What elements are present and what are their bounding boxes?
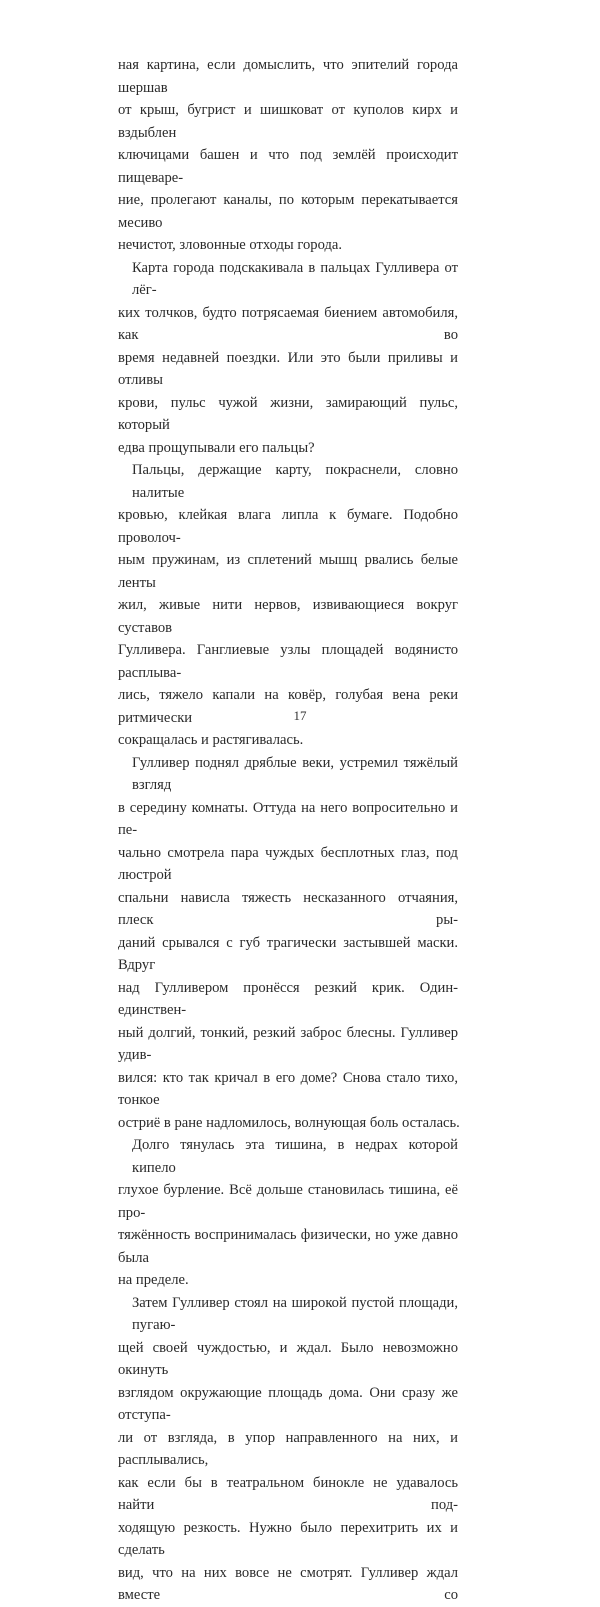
text-line: Гулливер поднял дряблые веки, устремил тяжёлый взгляд bbox=[132, 754, 458, 793]
text-line: вид, что на них вовсе не смотрят. Гулливер ждал вместе со bbox=[118, 1564, 458, 1603]
text-line: от крыш, бугрист и шишковат от куполов кирх и вздыблен bbox=[118, 102, 458, 141]
text-line: ких толчков, будто потрясаемая биением автомобиля, как во bbox=[118, 304, 458, 343]
text-line: остриё в ране надломилось, волнующая боль осталась. bbox=[118, 1114, 460, 1131]
page-number: 17 bbox=[293, 708, 307, 723]
text-line: ным пружинам, из сплетений мышц рвались белые ленты bbox=[118, 552, 458, 591]
text-line: даний срывался с губ трагически застывшей маски. Вдруг bbox=[118, 934, 458, 973]
text-line: ключицами башен и что под землёй происходит пищеваре- bbox=[118, 147, 458, 186]
text-line: Пальцы, держащие карту, покраснели, словно налитые bbox=[132, 462, 458, 501]
text-line: лись, тяжело капали на ковёр, голубая вена реки ритмически bbox=[118, 687, 458, 726]
text-line: нечистот, зловонные отходы города. bbox=[118, 237, 343, 253]
text-line: жил, живые нити нервов, извивающиеся вокруг суставов bbox=[118, 597, 458, 636]
text-line: глухое бурление. Всё дольше становилась тишина, её про- bbox=[118, 1182, 458, 1221]
text-line: щей своей чуждостью, и ждал. Было невозможно окинуть bbox=[118, 1339, 458, 1378]
paragraph-2 bbox=[118, 257, 458, 460]
text-line: в середину комнаты. Оттуда на него вопросительно и пе- bbox=[118, 799, 458, 838]
paragraph-5 bbox=[118, 1134, 458, 1292]
text-line: на пределе. bbox=[118, 1272, 189, 1288]
text-line: крови, пульс чужой жизни, замирающий пульс, который bbox=[118, 394, 458, 433]
text-line: кровью, клейкая влага липла к бумаге. Подобно проволоч- bbox=[118, 507, 458, 546]
paragraph-1 bbox=[118, 54, 458, 257]
text-line: время недавней поездки. Или это были приливы и отливы bbox=[118, 349, 458, 388]
text-line: ли от взгляда, в упор направленного на них, и расплывались, bbox=[118, 1429, 458, 1468]
text-line: тяжённость воспринималась физически, но уже давно была bbox=[118, 1227, 458, 1266]
text-line: Гулливера. Ганглиевые узлы площадей водянисто расплыва- bbox=[118, 642, 458, 681]
text-line: над Гулливером пронёсся резкий крик. Один- единствен- bbox=[118, 979, 458, 1018]
text-line: ная картина, если домыслить, что эпителий города шершав bbox=[118, 57, 458, 96]
text-line: спальни нависла тяжесть несказанного отчаяния, плеск ры- bbox=[118, 889, 458, 928]
text-line: ние, пролегают каналы, по которым перекатывается месиво bbox=[118, 192, 458, 231]
body-text bbox=[118, 54, 458, 1607]
text-line: чально смотрела пара чуждых бесплотных глаз, под люстрой bbox=[118, 844, 458, 883]
text-line: вился: кто так кричал в его доме? Снова стало тихо, тонкое bbox=[118, 1069, 458, 1108]
text-line: Карта города подскакивала в пальцах Гулливера от лёг- bbox=[132, 259, 458, 298]
text-line: сокращалась и растягивалась. bbox=[118, 732, 304, 748]
text-line: едва прощупывали его пальцы? bbox=[118, 439, 315, 456]
text-line: Долго тянулась эта тишина, в недрах которой кипело bbox=[132, 1137, 458, 1176]
text-line: взглядом окружающие площадь дома. Они сразу же отступа- bbox=[118, 1384, 458, 1423]
text-line: ходящую резкость. Нужно было перехитрить их и сделать bbox=[118, 1519, 458, 1558]
paragraph-4 bbox=[118, 752, 458, 1135]
text-line: как если бы в театральном бинокле не удавалось найти под- bbox=[118, 1474, 458, 1513]
paragraph-6 bbox=[118, 1292, 458, 1607]
text-line: Затем Гулливер стоял на широкой пустой площади, пугаю- bbox=[132, 1294, 458, 1333]
text-line: ный долгий, тонкий, резкий заброс блесны. Гулливер удив- bbox=[118, 1024, 458, 1063]
